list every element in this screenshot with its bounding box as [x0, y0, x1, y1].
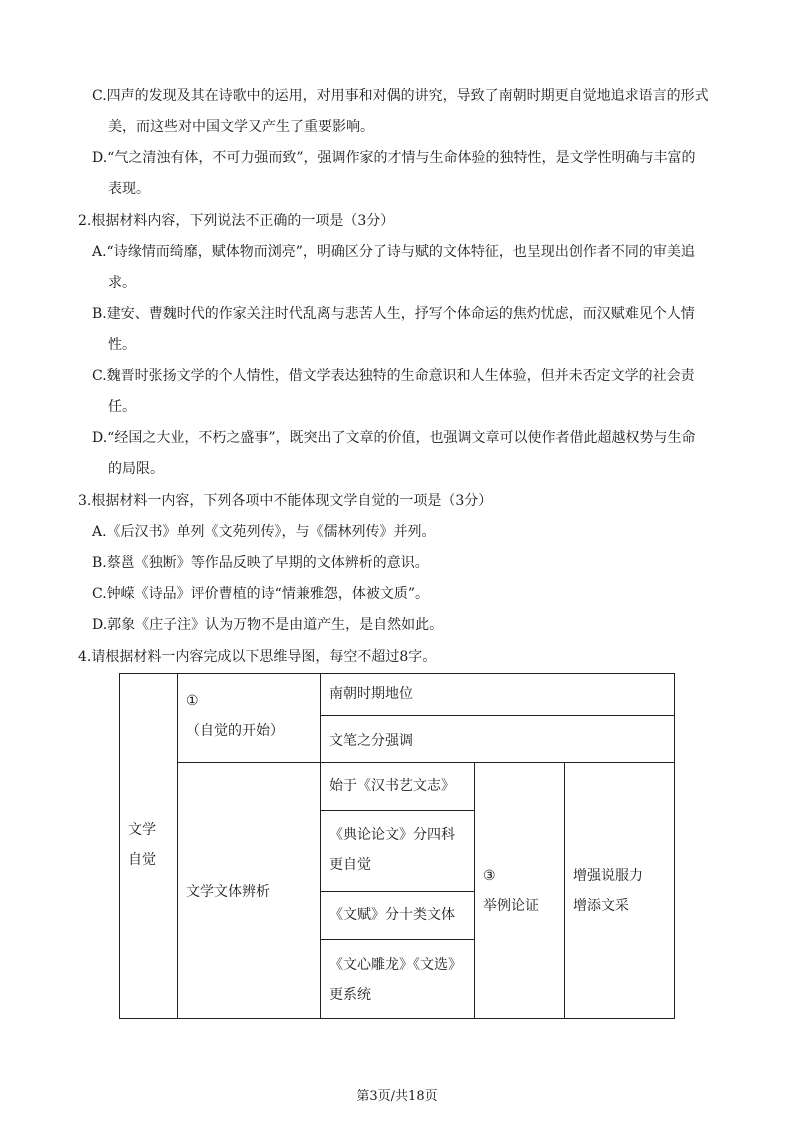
- page-footer: 第3页/共18页: [356, 1089, 438, 1104]
- q2-option-a-line2: 求。: [108, 275, 136, 291]
- sub-3-text: 《文赋》分十类文体: [329, 907, 455, 923]
- sub-2-text-1: 《典论论文》分四科: [329, 827, 455, 843]
- sub-4-text-2: 更系统: [329, 987, 371, 1003]
- blank-1-marker: ①: [186, 693, 199, 709]
- question-3: 3.根据材料一内容，下列各项中不能体现文学自觉的一项是（3分）: [78, 493, 493, 509]
- sub-4-text-1: 《文心雕龙》《文选》: [329, 957, 462, 973]
- sub-2-text-2: 更自觉: [329, 857, 371, 873]
- q2-option-d-line2: 的局限。: [108, 461, 164, 477]
- cell-blank-1: [177, 673, 321, 763]
- wenbi-text: 文笔之分强调: [329, 733, 413, 749]
- cell-root: [119, 673, 178, 1019]
- option-c-line2: 美，而这些对中国文学又产生了重要影响。: [108, 119, 374, 135]
- q2-option-a-line1: A.“诗缘情而绮靡，赋体物而浏亮”，明确区分了诗与赋的文体特征，也呈现出创作者不同的审美追: [92, 244, 695, 260]
- wenti-text: 文学文体辨析: [186, 884, 270, 900]
- option-d-line2: 表现。: [108, 181, 150, 197]
- q2-option-c-line2: 任。: [108, 399, 136, 415]
- blank-3-text: 举例论证: [483, 898, 539, 914]
- question-2: 2.根据材料内容，下列说法不正确的一项是（3分）: [78, 213, 395, 229]
- question-4: 4.请根据材料一内容完成以下思维导图，每空不超过8字。: [78, 649, 437, 665]
- effect-text-2: 增添文采: [573, 898, 629, 914]
- q2-option-b-line1: B.建安、曹魏时代的作家关注时代乱离与悲苦人生，抒写个体命运的焦灼忧虑，而汉赋难见个人情: [92, 306, 695, 322]
- cell-sub-2: [320, 810, 475, 892]
- blank-1-hint: （自觉的开始）: [186, 723, 284, 739]
- cell-sub-4: [320, 939, 475, 1019]
- nanchao-text: 南朝时期地位: [329, 686, 413, 702]
- q2-option-d-line1: D.“经国之大业，不朽之盛事”，既突出了文章的价值，也强调文章可以使作者借此超越权势与生命: [92, 430, 696, 446]
- q3-option-b: B.蔡邕《独断》等作品反映了早期的文体辨析的意识。: [92, 555, 429, 571]
- root-label-2: 自觉: [128, 852, 156, 868]
- q2-option-c-line1: C.魏晋时张扬文学的个人情性，借文学表达独特的生命意识和人生体验，但并未否定文学的社会责: [92, 368, 695, 384]
- sub-1-text: 始于《汉书艺文志》: [329, 778, 455, 794]
- option-c-line1: C.四声的发现及其在诗歌中的运用，对用事和对偶的讲究，导致了南朝时期更自觉地追求语言的形式: [92, 88, 709, 104]
- cell-blank-3: [474, 762, 565, 1019]
- option-d-line1: D.“气之清浊有体，不可力强而致”，强调作家的才情与生命体验的独特性，是文学性明确与丰富的: [92, 150, 696, 166]
- effect-text-1: 增强说服力: [573, 868, 643, 884]
- root-label-1: 文学: [128, 822, 156, 838]
- q2-option-b-line2: 性。: [108, 337, 136, 353]
- blank-3-marker: ③: [483, 868, 496, 884]
- q3-option-d: D.郭象《庄子注》认为万物不是由道产生，是自然如此。: [92, 617, 444, 633]
- cell-effect: [564, 762, 675, 1019]
- q3-option-c: C.钟嵘《诗品》评价曹植的诗“情兼雅怨，体被文质”。: [92, 586, 429, 602]
- q3-option-a: A.《后汉书》单列《文苑列传》，与《儒林列传》并列。: [92, 524, 436, 540]
